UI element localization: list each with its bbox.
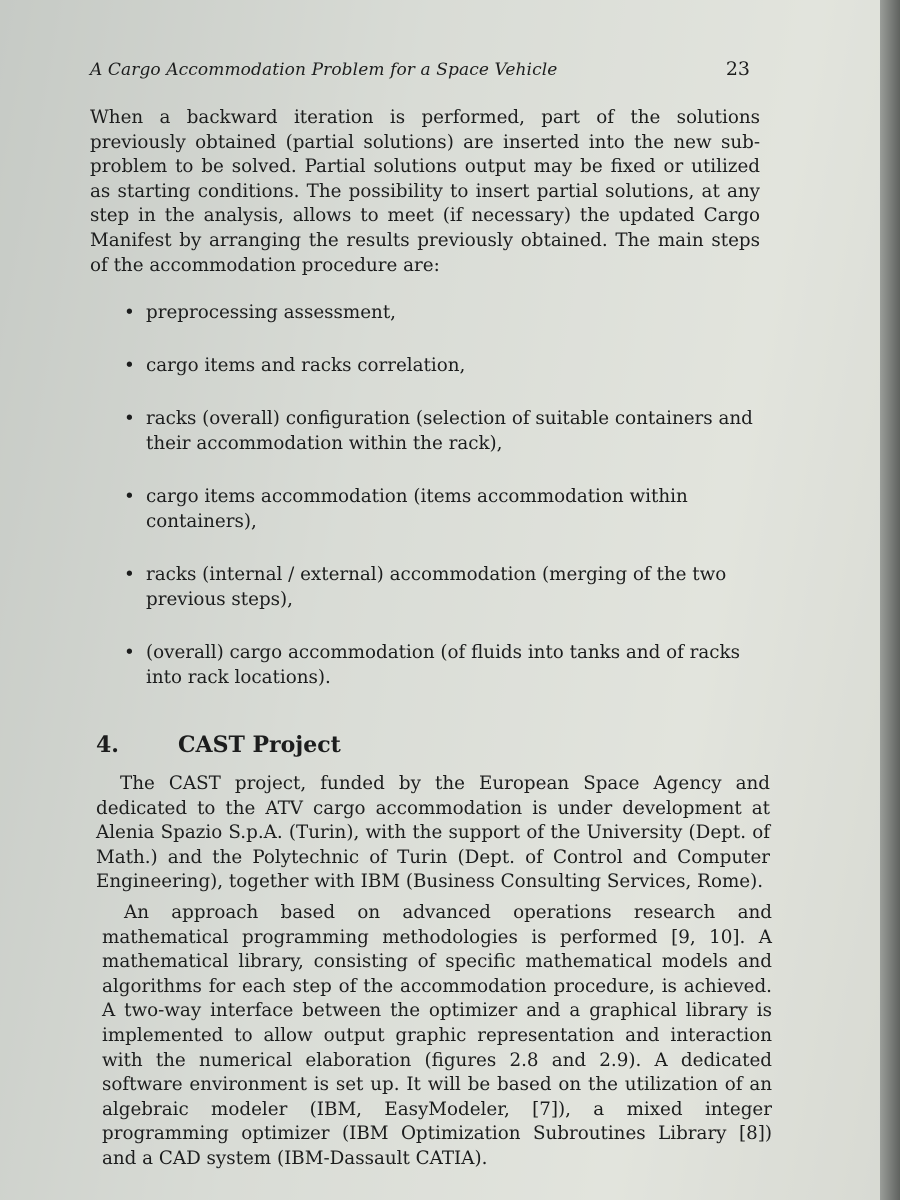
section-number: 4. [96, 732, 119, 758]
list-item-text: cargo items accommodation (items accommodation within containers), [146, 486, 688, 532]
procedure-steps-list [120, 300, 765, 718]
list-item-text: cargo items and racks correlation, [146, 355, 466, 376]
list-item-text: (overall) cargo accommodation (of fluids into tanks and of racks into rack locations). [146, 642, 741, 688]
bullet-icon: • [124, 302, 135, 323]
section-paragraph-2: An approach based on advanced operations research and mathematical programming methodologies is performed [9, 10]. A mathematical library, consisting of specific mathematical models and algorithms for each step of the accommodation procedure, is achieved. A two-way interface between the optimizer and a graphical library is implemented to allow output graphic representation and interaction with the numerical elaboration (figures 2.8 and 2.9). A dedicated software environment is set up. It will be based on the utilization of an algebraic modeler (IBM, EasyModeler, [7]), a mixed integer programming optimizer (IBM Optimization Subroutines Library [8]) and a CAD system (IBM-Dassault CATIA). [102, 902, 772, 1169]
section-title: CAST Project [178, 732, 341, 758]
list-item-text: racks (internal / external) accommodation (merging of the two previous steps), [146, 564, 727, 610]
page-edge [880, 0, 900, 1200]
section-paragraph-1: The CAST project, funded by the European Space Agency and dedicated to the ATV cargo accommodation is under development at Alenia Spazio S.p.A. (Turin), with the support of the University (Dept. of Math.) and the Polytechnic of Turin (Dept. of Control and Computer Engineering), together with IBM (Business Consulting Services, Rome). [96, 773, 770, 893]
list-item [120, 406, 765, 456]
section-heading [96, 732, 341, 758]
bullet-icon: • [124, 355, 135, 376]
list-item [120, 562, 765, 612]
intro-paragraph: When a backward iteration is performed, part of the solutions previously obtained (partial solutions) are inserted into the new sub-problem to be solved. Partial solutions output may be fixed or utilized as starting conditions. The possibility to insert partial solutions, at any step in the analysis, allows to meet (if necessary) the updated Cargo Manifest by arranging the results previously obtained. The main steps of the accommodation procedure are: [90, 107, 760, 276]
running-head: A Cargo Accommodation Problem for a Space Vehicle [90, 60, 558, 80]
page-number: 23 [725, 58, 750, 80]
list-item [120, 353, 765, 378]
bullet-icon: • [124, 642, 135, 663]
list-item [120, 300, 765, 325]
bullet-icon: • [124, 486, 135, 507]
list-item-text: racks (overall) configuration (selection of suitable containers and their accommodation within the rack), [146, 408, 753, 454]
list-item [120, 484, 765, 534]
bullet-icon: • [124, 408, 135, 429]
bullet-icon: • [124, 564, 135, 585]
list-item [120, 640, 765, 690]
list-item-text: preprocessing assessment, [146, 302, 396, 323]
